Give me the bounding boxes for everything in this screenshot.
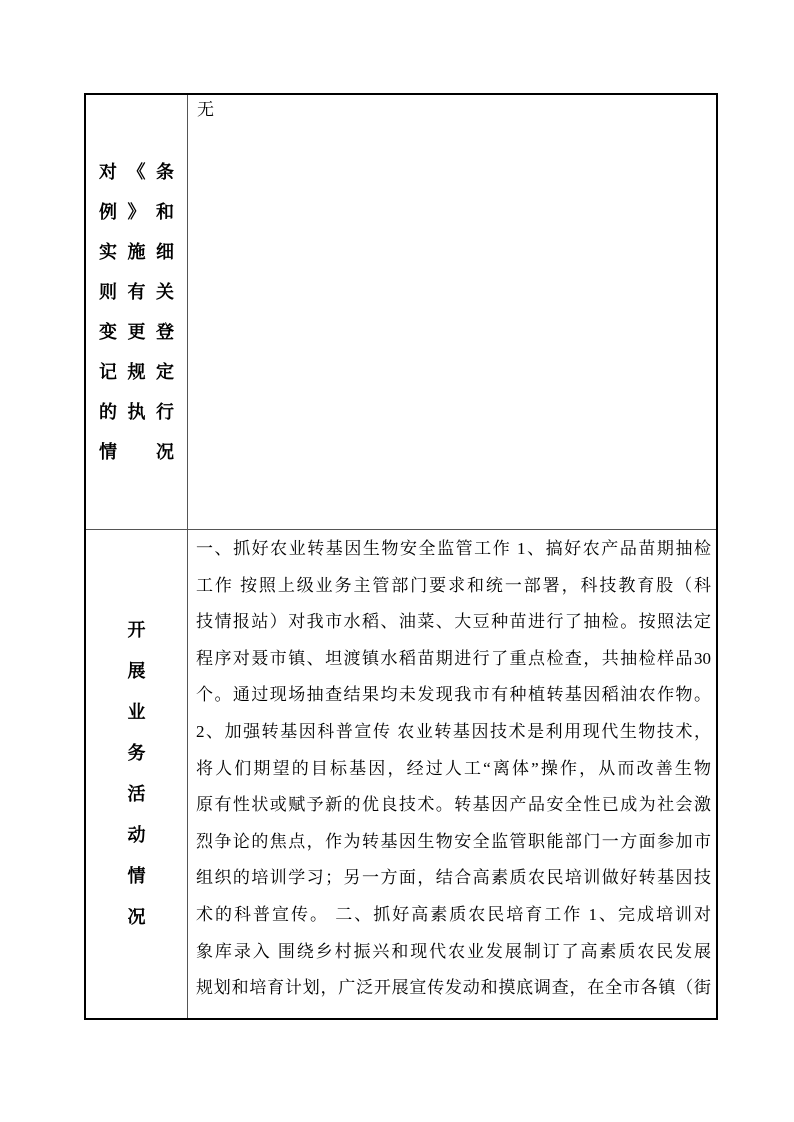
- text-line: 业: [127, 702, 146, 722]
- row2-content-cell-activity-description: [188, 530, 716, 1018]
- text-line: 术的科普宣传。 二、抓好高素质农民培育工作 1、完成培训对: [196, 904, 711, 924]
- row2-label-cell-business-activities: [86, 530, 188, 1018]
- text-line: 象库录入 围绕乡村振兴和现代农业发展制订了高素质农民发展: [196, 941, 711, 961]
- text-line: 例》和: [99, 202, 174, 222]
- text-line: 情况: [99, 442, 174, 462]
- text-line: 工作 按照上级业务主管部门要求和统一部署，科技教育股（科: [196, 575, 711, 595]
- row1-label-cell-regulation-execution: [86, 95, 188, 530]
- text-line: 个。通过现场抽查结果均未发现我市有种植转基因稻油农作物。: [196, 685, 711, 705]
- text-line: 烈争论的焦点，作为转基因生物安全监管职能部门一方面参加市: [196, 831, 711, 851]
- text-line: 对《条: [99, 162, 174, 182]
- text-line: 程序对聂市镇、坦渡镇水稻苗期进行了重点检查，共抽检样品30: [196, 648, 711, 668]
- row1-content-cell: [188, 95, 716, 530]
- text-line: 2、加强转基因科普宣传 农业转基因技术是利用现代生物技术，: [196, 721, 711, 741]
- text-line: 动: [127, 825, 146, 845]
- text-line: 务: [127, 743, 146, 763]
- text-line: 的执行: [99, 402, 174, 422]
- text-line: 技情报站）对我市水稻、油菜、大豆种苗进行了抽检。按照法定: [196, 612, 711, 632]
- text-line: 规划和培育计划，广泛开展宣传发动和摸底调查，在全市各镇（街: [196, 978, 711, 998]
- text-line: 一、抓好农业转基因生物安全监管工作 1、搞好农产品苗期抽检: [196, 539, 711, 558]
- text-line: 况: [127, 907, 146, 927]
- text-line: 实施细: [99, 242, 174, 262]
- text-line: 变更登: [99, 322, 174, 342]
- text-line: 则有关: [99, 282, 174, 302]
- text-line: 活: [127, 784, 146, 804]
- text-line: 开: [127, 620, 146, 640]
- text-line: 情: [127, 866, 146, 886]
- text-line: 将人们期望的目标基因，经过人工“离体”操作，从而改善生物: [196, 758, 711, 778]
- row1-content-text: 无: [197, 100, 214, 119]
- annual-report-form-table: [84, 93, 718, 1020]
- text-line: 展: [127, 661, 146, 681]
- text-line: 记规定: [99, 362, 174, 382]
- text-line: 原有性状或赋予新的优良技术。转基因产品安全性已成为社会激: [196, 795, 711, 815]
- text-line: 组织的培训学习；另一方面，结合高素质农民培训做好转基因技: [196, 868, 711, 888]
